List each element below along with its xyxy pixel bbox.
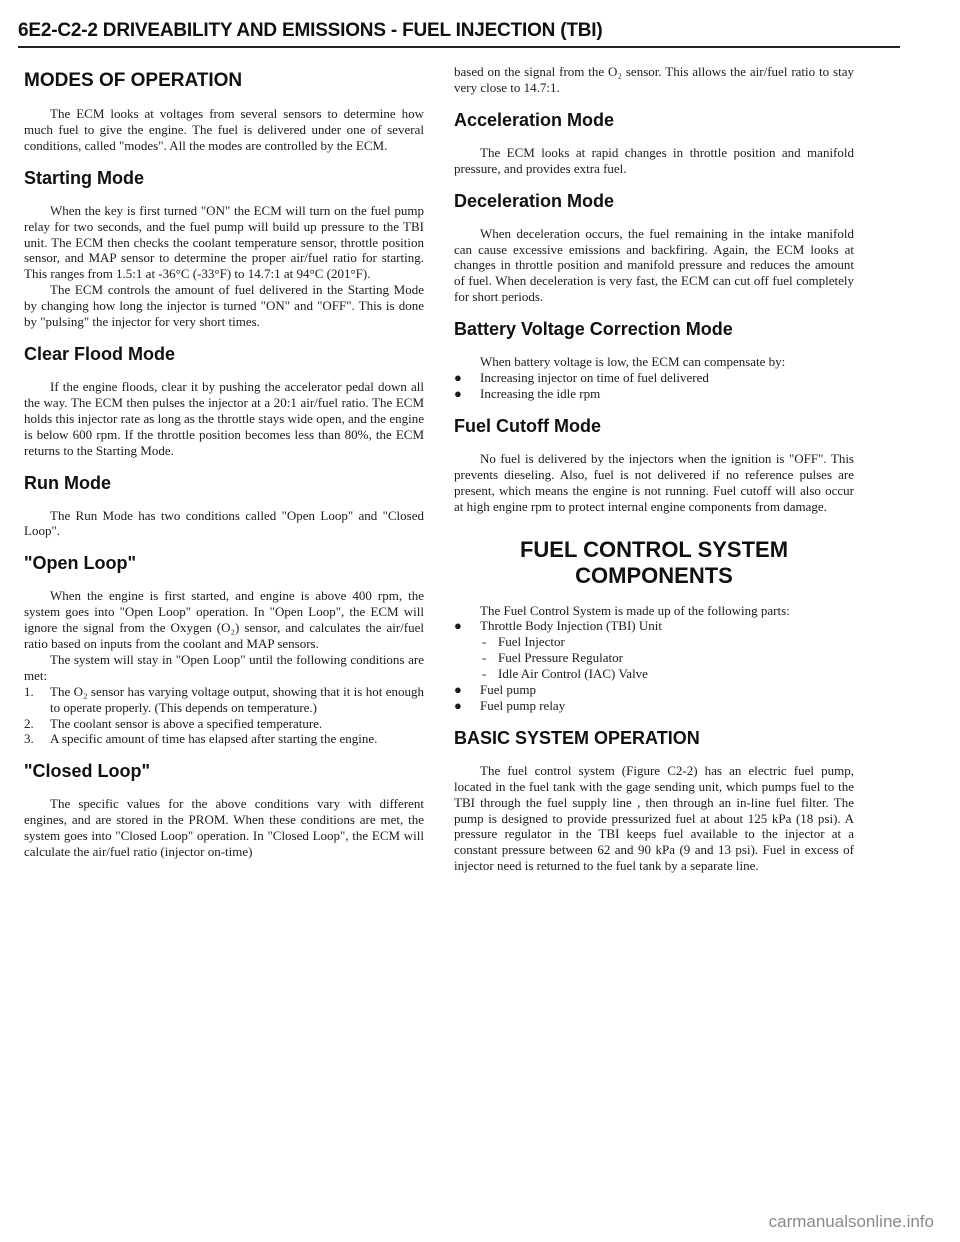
- open-loop-paragraph-1: When the engine is first started, and engine is above 400 rpm, the system goes into "Open Loop" operation. In "Open Loop", the ECM will ignore the signal from the Oxygen (O₂) sensor, and calculates the air/fuel ratio based on inputs from the coolant and MAP sensors.: [24, 588, 424, 652]
- list-item: - Fuel Injector: [482, 634, 565, 650]
- fuel-cutoff-mode-heading: Fuel Cutoff Mode: [454, 415, 601, 436]
- modes-paragraph: The ECM looks at voltages from several sensors to determine how much fuel to give the engine. The fuel is delivered under one of several conditions, called "modes". All the modes are controlled by the ECM.: [24, 106, 424, 153]
- list-item: ● Fuel pump: [454, 682, 536, 698]
- page-header: 6E2-C2-2 DRIVEABILITY AND EMISSIONS - FUEL INJECTION (TBI): [18, 20, 603, 41]
- battery-list: [454, 370, 854, 402]
- components-list-continued: [454, 682, 854, 714]
- list-item: ● Throttle Body Injection (TBI) Unit: [454, 618, 662, 634]
- fuel-control-system-components-heading: FUEL CONTROL SYSTEM COMPONENTS: [519, 536, 789, 588]
- closed-loop-paragraph: The specific values for the above conditions vary with different engines, and are stored in the PROM. When these conditions are met, the system goes into "Closed Loop" operation. In "Closed Loop", the ECM will calculate the air/fuel ratio (injector on-time): [24, 796, 424, 860]
- starting-paragraph-1: When the key is first turned "ON" the ECM will turn on the fuel pump relay for two seconds, and the fuel pump will build up pressure to the TBI unit. The ECM then checks the coolant temperature sensor, throttle position sensor, and MAP sensor to determine the proper air/fuel ratio for starting. This ranges from 1.5:1 at -36°C (-33°F) to 14.7:1 at 94°C (201°F).: [24, 202, 424, 282]
- components-list: [454, 618, 854, 634]
- dash-icon: -: [482, 634, 487, 650]
- closed-loop-continued-paragraph: based on the signal from the O₂ sensor. This allows the air/fuel ratio to stay very close to 14.7:1.: [454, 64, 854, 95]
- run-mode-paragraph: The Run Mode has two conditions called "Open Loop" and "Closed Loop".: [24, 507, 424, 539]
- bullet-icon: ●: [454, 370, 462, 386]
- modes-of-operation-heading: MODES OF OPERATION: [24, 70, 243, 91]
- dash-icon: -: [482, 650, 487, 666]
- list-item: ● Fuel pump relay: [454, 697, 566, 713]
- tbi-subcomponents-list: [454, 634, 854, 682]
- components-paragraph: The Fuel Control System is made up of the following parts:: [480, 602, 790, 618]
- starting-paragraph-2: The ECM controls the amount of fuel delivered in the Starting Mode by changing how long the injector is turned "ON" and "OFF". This is done by "pulsing" the injector for very short times.: [24, 282, 424, 330]
- open-loop-heading: "Open Loop": [24, 553, 137, 574]
- clear-flood-paragraph: If the engine floods, clear it by pushing the accelerator pedal down all the way. The ECM then pulses the injector at a 20:1 air/fuel ratio. The ECM holds this injector rate as long as the throttle stays wide open, and the engine is below 600 rpm. If the throttle position becomes less than 80%, the ECM returns to the Starting Mode.: [24, 378, 424, 458]
- basic-operation-paragraph: The fuel control system (Figure C2-2) has an electric fuel pump, located in the fuel tank with the gage sending unit, which pumps fuel to the TBI through the fuel supply line , then through an in-line fuel filter. The pump is designed to provide pressurized fuel at about 125 kPa (18 psi). A pressure regulator in the TBI keeps fuel available to the injector at a constant pressure between 62 and 90 kPa (9 and 13 psi). Fuel in excess of injector need is returned to the fuel tank by a separate line.: [454, 762, 854, 874]
- list-item: 1. The O₂ sensor has varying voltage output, showing that it is hot enough to operate properly. (This depends on temperature.): [24, 683, 424, 715]
- list-item: - Idle Air Control (IAC) Valve: [482, 666, 648, 682]
- battery-paragraph: When battery voltage is low, the ECM can compensate by:: [480, 354, 786, 370]
- open-loop-paragraph-2: The system will stay in "Open Loop" until the following conditions are met:: [24, 651, 424, 683]
- list-item: - Fuel Pressure Regulator: [482, 650, 623, 666]
- dash-icon: -: [482, 666, 487, 682]
- left-column: [24, 64, 424, 860]
- header-rule: [18, 46, 900, 48]
- list-item: 3. A specific amount of time has elapsed after starting the engine.: [24, 731, 378, 747]
- run-mode-heading: Run Mode: [24, 472, 111, 493]
- bullet-icon: ●: [454, 697, 462, 713]
- clear-flood-mode-heading: Clear Flood Mode: [24, 343, 176, 364]
- acceleration-paragraph: The ECM looks at rapid changes in throttle position and manifold pressure, and provides extra fuel.: [454, 144, 854, 176]
- deceleration-mode-heading: Deceleration Mode: [454, 190, 615, 211]
- list-item: ● Increasing the idle rpm: [454, 385, 601, 401]
- closed-loop-heading: "Closed Loop": [24, 761, 151, 782]
- bullet-icon: ●: [454, 618, 462, 634]
- watermark: carmanualsonline.info: [768, 1212, 934, 1231]
- battery-voltage-correction-heading: Battery Voltage Correction Mode: [454, 319, 733, 340]
- basic-system-operation-heading: BASIC SYSTEM OPERATION: [454, 727, 700, 748]
- list-item: ● Increasing injector on time of fuel delivered: [454, 370, 709, 386]
- bullet-icon: ●: [454, 682, 462, 698]
- deceleration-paragraph: When deceleration occurs, the fuel remaining in the intake manifold can cause excessive emissions and backfiring. Again, the ECM looks at changes in throttle position and manifold pressure and reduces the amount of fuel. When deceleration is very fast, the ECM can cut off fuel completely for short periods.: [454, 225, 854, 305]
- acceleration-mode-heading: Acceleration Mode: [454, 109, 615, 130]
- open-loop-conditions-list: [24, 684, 424, 748]
- starting-mode-heading: Starting Mode: [24, 167, 144, 188]
- fuel-cutoff-paragraph: No fuel is delivered by the injectors when the ignition is "OFF". This prevents dieseling. Also, fuel is not delivered if no reference pulses are present, which means the engine is not running. Fuel cutoff will also occur at high engine rpm to protect internal engine components from damage.: [454, 450, 854, 514]
- list-item: 2. The coolant sensor is above a specified temperature.: [24, 715, 323, 731]
- right-column: [454, 64, 854, 874]
- bullet-icon: ●: [454, 385, 462, 401]
